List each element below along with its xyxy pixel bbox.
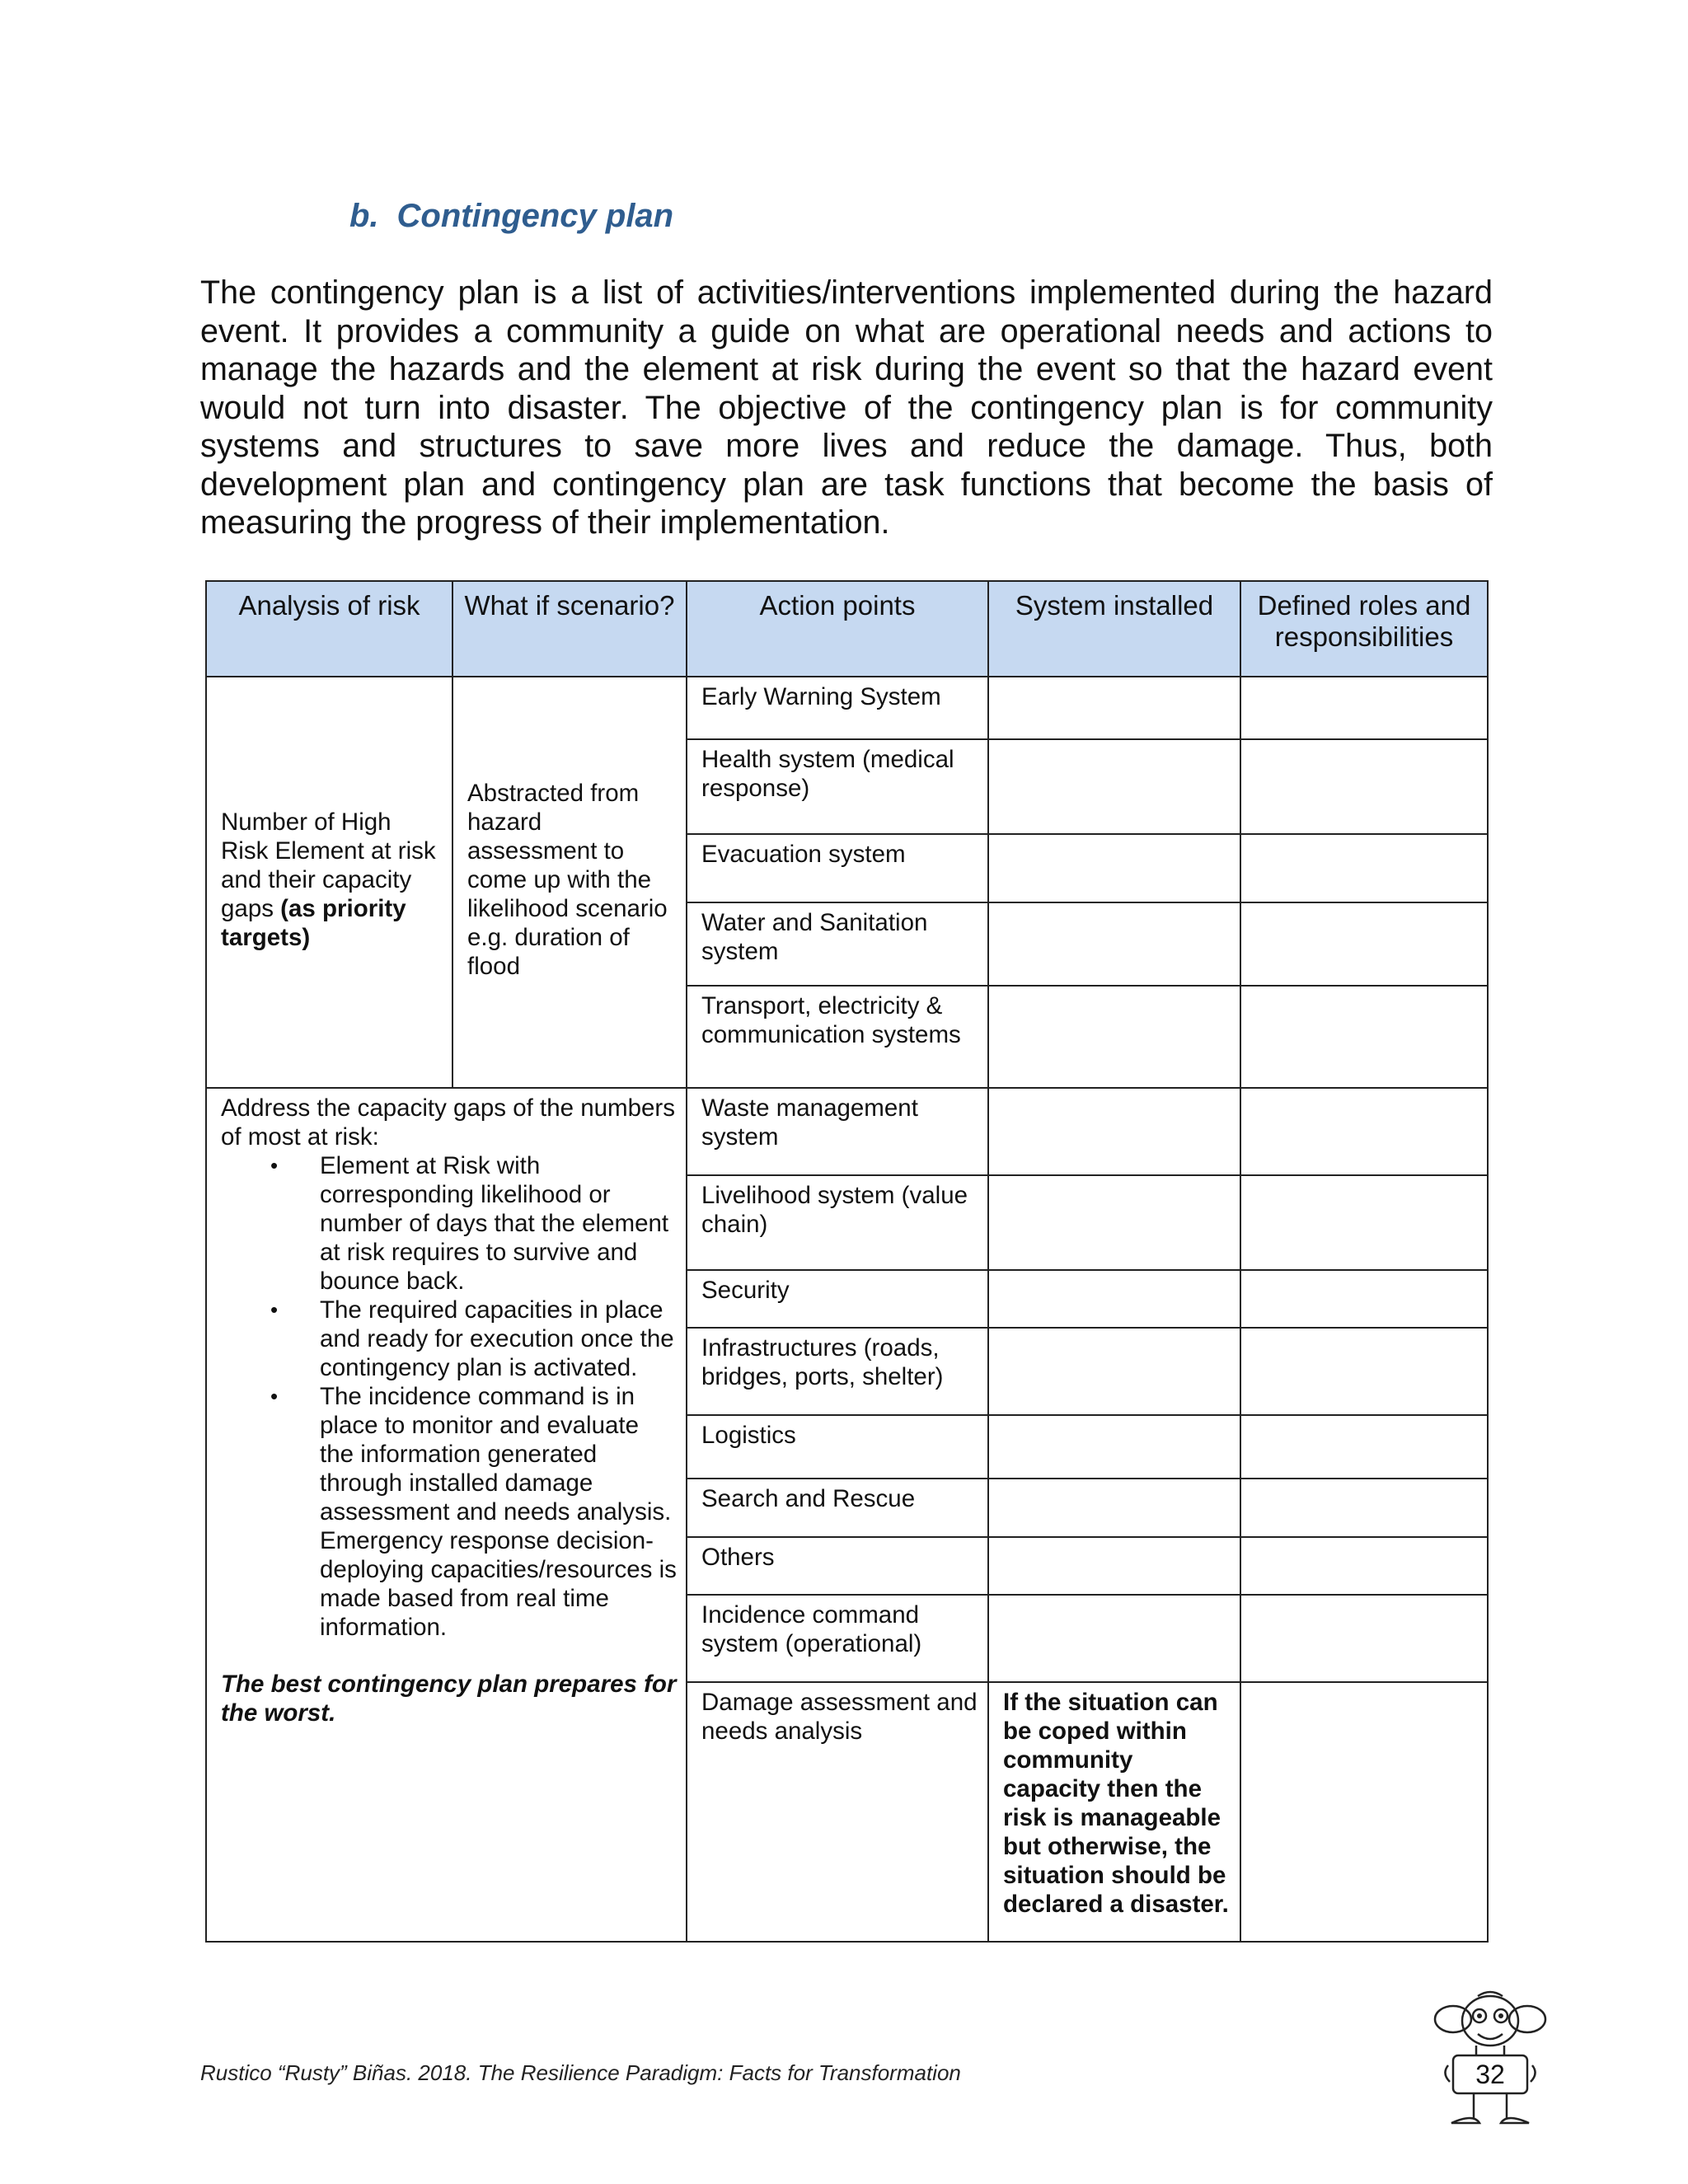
action-point: Evacuation system xyxy=(687,834,988,902)
action-point: Security xyxy=(687,1270,988,1328)
roles-cell xyxy=(1240,1682,1488,1942)
action-point: Waste management system xyxy=(687,1088,988,1175)
capacity-gaps-cell xyxy=(206,1088,687,1942)
header-action-points: Action points xyxy=(687,581,988,677)
system-installed-cell xyxy=(988,1479,1240,1537)
closing-statement: The best contingency plan prepares for the worst. xyxy=(221,1671,677,1727)
action-point: Logistics xyxy=(687,1415,988,1479)
mascot-page-number-icon xyxy=(1428,1986,1552,2143)
header-what-if-scenario: What if scenario? xyxy=(452,581,687,677)
header-analysis-of-risk: Analysis of risk xyxy=(206,581,452,677)
intro-paragraph: The contingency plan is a list of activities/interventions implemented during the hazard event. It provides a community a guide on what are operational needs and actions to manage the hazards and the element at risk during the event so that the hazard event would not turn into disaster. The objective of the contingency plan is for community systems and structures to save more lives and reduce the damage. Thus, both development plan and contingency plan are task functions that become the basis of measuring the progress of their implementation. xyxy=(200,274,1493,541)
list-item xyxy=(221,1296,678,1382)
system-installed-cell xyxy=(988,1088,1240,1175)
action-point: Health system (medical response) xyxy=(687,739,988,834)
system-installed-cell xyxy=(988,1595,1240,1682)
action-point: Infrastructures (roads, bridges, ports, shelter) xyxy=(687,1328,988,1415)
section-title: Contingency plan xyxy=(396,198,674,234)
system-installed-cell xyxy=(988,834,1240,902)
action-point: Incidence command system (operational) xyxy=(687,1595,988,1682)
roles-cell xyxy=(1240,834,1488,902)
section-heading xyxy=(349,198,673,235)
table-row xyxy=(206,1088,1488,1175)
roles-cell xyxy=(1240,1328,1488,1415)
bullet-icon: • xyxy=(270,1153,279,1178)
system-installed-cell xyxy=(988,1270,1240,1328)
table-row xyxy=(206,677,1488,739)
system-installed-cell xyxy=(988,677,1240,739)
roles-cell xyxy=(1240,739,1488,834)
risk-analysis-text: Number of High Risk Element at risk and their capacity gaps xyxy=(221,808,436,922)
list-item-text: The incidence command is in place to monitor and evaluate the information generated through installed damage assessment and needs analysis. Emergency response decision-deploying capacities/resources is made based from real time information. xyxy=(320,1383,677,1641)
risk-analysis-bold: (as priority targets) xyxy=(221,895,406,951)
contingency-plan-table xyxy=(205,580,1489,1943)
header-system-installed: System installed xyxy=(988,581,1240,677)
list-item-text: Element at Risk with corresponding likelihood or number of days that the element at risk requires to survive and bounce back. xyxy=(320,1152,669,1295)
system-installed-cell xyxy=(988,1328,1240,1415)
action-point: Search and Rescue xyxy=(687,1479,988,1537)
bullet-icon: • xyxy=(270,1297,279,1322)
system-installed-cell xyxy=(988,739,1240,834)
list-item-text: The required capacities in place and ready for execution once the contingency plan is activated. xyxy=(320,1296,674,1381)
bullet-icon: • xyxy=(270,1384,279,1408)
roles-cell xyxy=(1240,1415,1488,1479)
system-installed-cell xyxy=(988,986,1240,1088)
list-item xyxy=(221,1382,678,1642)
system-installed-cell xyxy=(988,902,1240,986)
action-point: Early Warning System xyxy=(687,677,988,739)
system-installed-cell xyxy=(988,1537,1240,1595)
system-installed-cell xyxy=(988,1175,1240,1270)
roles-cell xyxy=(1240,677,1488,739)
capacity-gaps-intro: Address the capacity gaps of the numbers of most at risk: xyxy=(221,1094,675,1151)
what-if-cell xyxy=(452,677,687,1088)
roles-cell xyxy=(1240,902,1488,986)
roles-cell xyxy=(1240,1595,1488,1682)
page-number: 32 xyxy=(1475,2060,1505,2089)
action-point: Livelihood system (value chain) xyxy=(687,1175,988,1270)
roles-cell xyxy=(1240,986,1488,1088)
action-point: Others xyxy=(687,1537,988,1595)
roles-cell xyxy=(1240,1270,1488,1328)
roles-cell xyxy=(1240,1088,1488,1175)
capacity-gaps-list xyxy=(221,1151,678,1642)
table-header-row xyxy=(206,581,1488,677)
action-point: Damage assessment and needs analysis xyxy=(687,1682,988,1942)
what-if-text: Abstracted from hazard assessment to come up with the likelihood scenario e.g. duration of flood xyxy=(467,780,668,980)
action-point: Water and Sanitation system xyxy=(687,902,988,986)
list-item xyxy=(221,1151,678,1296)
system-note: If the situation can be coped within community capacity then the risk is manageable but otherwise, the situation should be declared a disaster. xyxy=(988,1682,1240,1942)
roles-cell xyxy=(1240,1479,1488,1537)
footer-citation: Rustico “Rusty” Biñas. 2018. The Resilience Paradigm: Facts for Transformation xyxy=(200,2060,961,2085)
action-point: Transport, electricity & communication systems xyxy=(687,986,988,1088)
section-number: b. xyxy=(349,198,379,234)
system-installed-cell xyxy=(988,1415,1240,1479)
header-defined-roles: Defined roles and responsibilities xyxy=(1240,581,1488,677)
risk-analysis-cell xyxy=(206,677,452,1088)
roles-cell xyxy=(1240,1175,1488,1270)
roles-cell xyxy=(1240,1537,1488,1595)
